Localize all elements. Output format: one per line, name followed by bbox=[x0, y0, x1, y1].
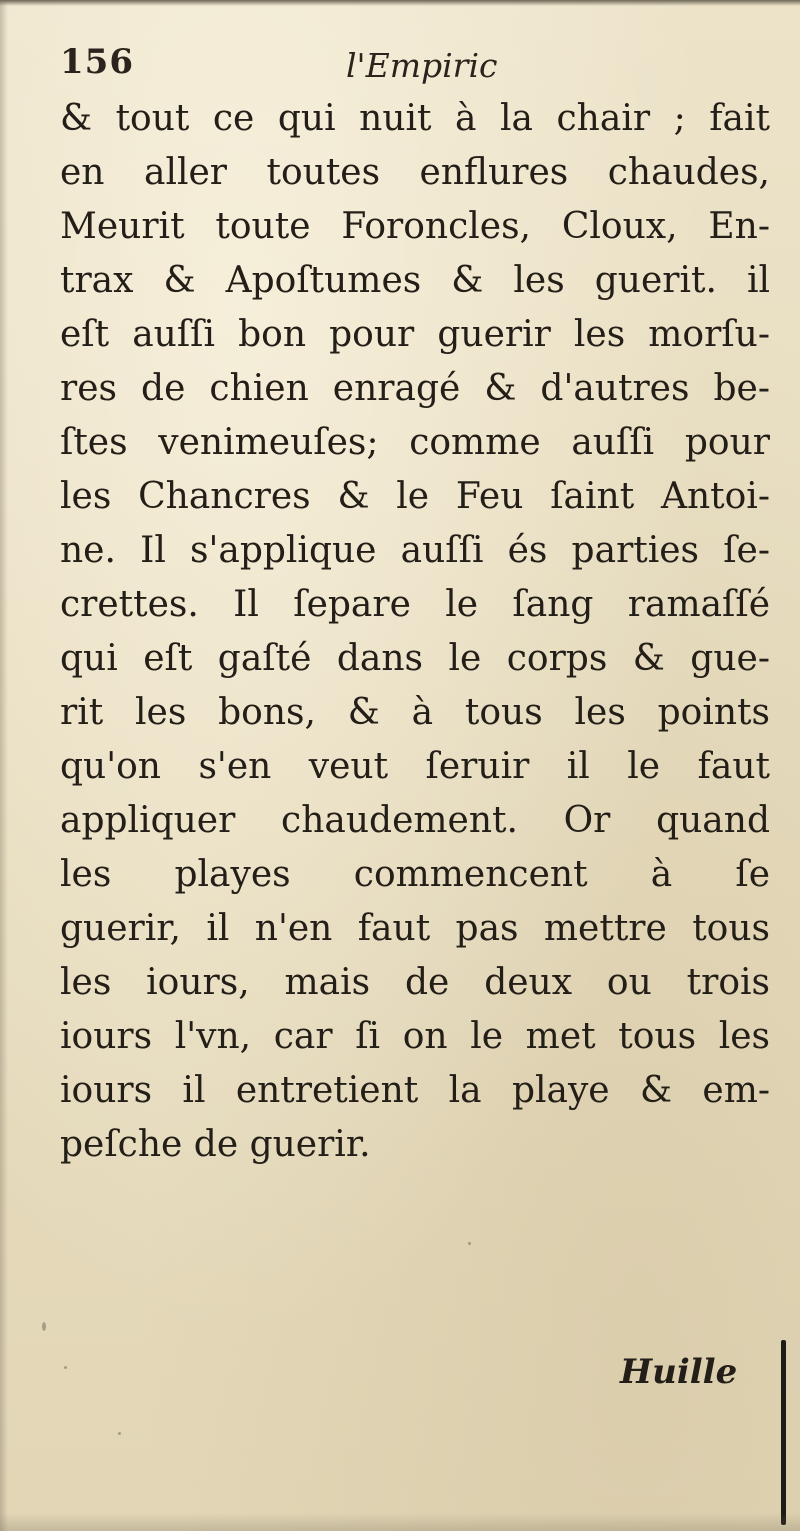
text-line-last: peſche de guerir. bbox=[60, 1124, 371, 1165]
text-line: rit les bons, & à tous les points bbox=[60, 692, 770, 733]
page-bottom-shadow bbox=[0, 1513, 800, 1531]
text-line: & tout ce qui nuit à la chair ; fait bbox=[60, 98, 770, 139]
body-text bbox=[60, 92, 770, 1172]
text-line: iours l'vn, car ſi on le met tous les bbox=[60, 1016, 770, 1057]
text-line: guerir, il n'en faut pas mettre tous bbox=[60, 908, 770, 949]
text-line: ſtes venimeuſes; comme auſſi pour bbox=[60, 422, 770, 463]
text-line: eſt auſſi bon pour guerir les morſu- bbox=[60, 314, 770, 355]
page-top-edge bbox=[0, 0, 800, 6]
text-line: trax & Apoſtumes & les guerit. il bbox=[60, 260, 770, 301]
text-line: appliquer chaudement. Or quand bbox=[60, 800, 770, 841]
paper-speck bbox=[64, 1366, 67, 1369]
page-edge-rule bbox=[781, 1340, 786, 1525]
paper-speck bbox=[42, 1322, 46, 1331]
text-line: Meurit toute Foroncles, Cloux, En- bbox=[60, 206, 770, 247]
text-line: crettes. Il ſepare le ſang ramaſſé bbox=[60, 584, 770, 625]
text-line: les playes commencent à ſe bbox=[60, 854, 770, 895]
text-line: qu'on s'en veut ſeruir il le faut bbox=[60, 746, 770, 787]
text-line: les iours, mais de deux ou trois bbox=[60, 962, 770, 1003]
running-head: l'Empiric bbox=[346, 46, 498, 85]
paper-speck bbox=[118, 1432, 121, 1435]
text-line: les Chancres & le Feu ſaint Antoi- bbox=[60, 476, 770, 517]
text-line: res de chien enragé & d'autres be- bbox=[60, 368, 770, 409]
paper-speck bbox=[468, 1242, 471, 1245]
page-number: 156 bbox=[60, 42, 134, 82]
text-line: en aller toutes enflures chaudes, bbox=[60, 152, 770, 193]
text-line: iours il entretient la playe & em- bbox=[60, 1070, 770, 1111]
text-line: qui eſt gaſté dans le corps & gue- bbox=[60, 638, 770, 679]
page-binding-shadow bbox=[0, 0, 8, 1531]
text-line: ne. Il s'applique auſſi és parties ſe- bbox=[60, 530, 770, 571]
catchword: Huille bbox=[620, 1352, 738, 1392]
